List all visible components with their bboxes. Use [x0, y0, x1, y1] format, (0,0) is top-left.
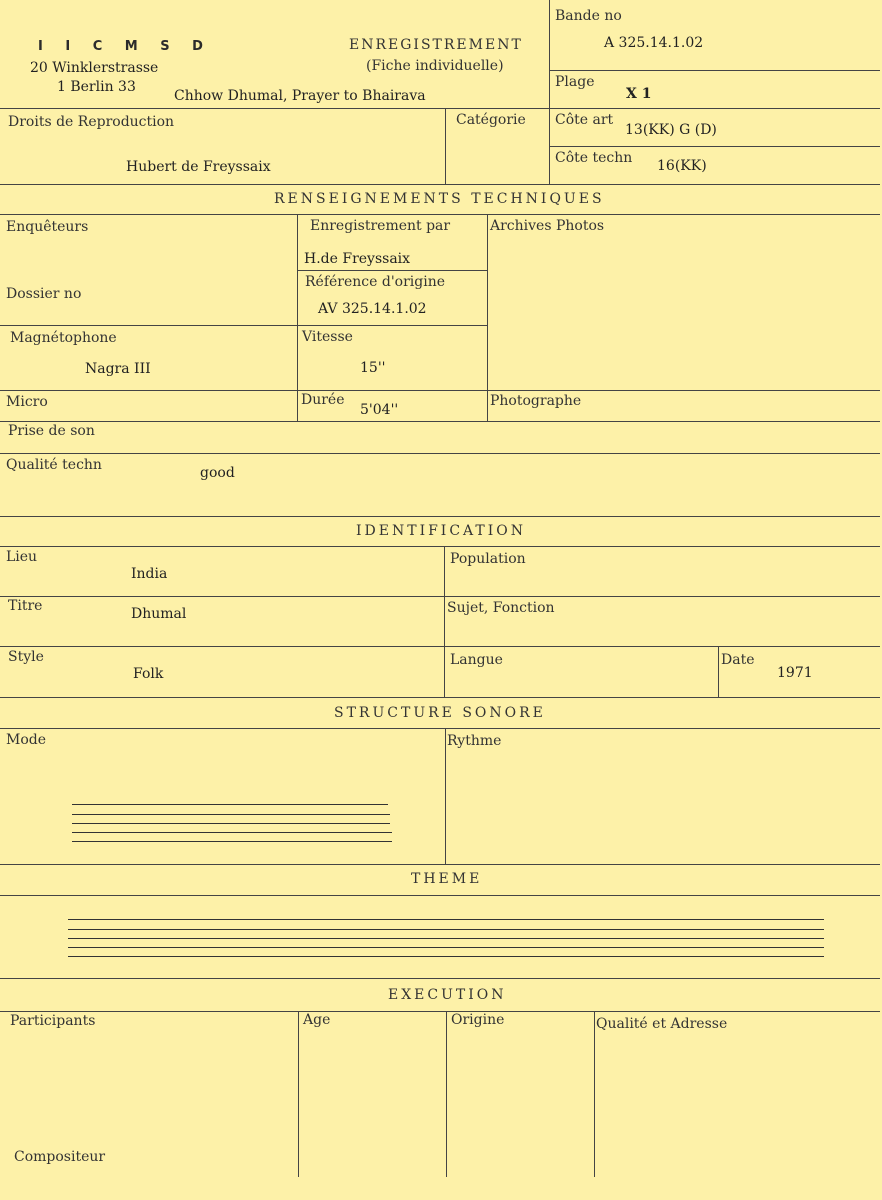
address-line-1: 20 Winklerstrasse [30, 60, 159, 76]
style-value: Folk [133, 666, 164, 682]
divider [446, 1011, 447, 1177]
divider [0, 728, 880, 729]
enqueteurs-label: Enquêteurs [6, 219, 89, 235]
divider [445, 108, 446, 184]
dossier-label: Dossier no [6, 286, 82, 302]
photographe-label: Photographe [490, 393, 582, 409]
divider [0, 214, 880, 215]
divider [445, 728, 446, 865]
cote-art-value: 13(KK) G (D) [625, 122, 717, 138]
divider [718, 646, 719, 697]
participants-label: Participants [10, 1013, 96, 1029]
divider [0, 697, 880, 698]
duree-label: Durée [301, 392, 345, 408]
vitesse-value: 15'' [360, 360, 386, 376]
ruled-line [72, 841, 392, 842]
divider [297, 270, 487, 271]
bande-value: A 325.14.1.02 [604, 35, 704, 51]
bande-label: Bande no [555, 8, 622, 24]
qualite-adresse-label: Qualité et Adresse [596, 1016, 728, 1032]
divider [0, 546, 880, 547]
divider [549, 70, 880, 71]
categorie-label: Catégorie [456, 112, 526, 128]
titre-label: Titre [8, 598, 43, 614]
enregistrement-par-value: H.de Freyssaix [304, 251, 411, 267]
divider [0, 325, 487, 326]
enregistrement-par-label: Enregistrement par [310, 218, 451, 234]
divider [0, 453, 880, 454]
rythme-label: Rythme [447, 733, 502, 749]
population-label: Population [450, 551, 526, 567]
ruled-line [68, 929, 824, 930]
vitesse-label: Vitesse [302, 329, 353, 345]
rights-value: Hubert de Freyssaix [126, 159, 271, 175]
divider [0, 596, 880, 597]
archives-photos-label: Archives Photos [490, 218, 605, 234]
sujet-label: Sujet, Fonction [447, 600, 555, 616]
recording-title: Chhow Dhumal, Prayer to Bhairava [174, 88, 426, 104]
titre-value: Dhumal [131, 606, 187, 622]
reference-label: Référence d'origine [305, 274, 446, 290]
structure-heading: STRUCTURE SONORE [334, 705, 546, 721]
langue-label: Langue [450, 652, 503, 668]
mode-label: Mode [6, 732, 47, 748]
institution-name: I I C M S D [38, 39, 212, 54]
theme-heading: THEME [411, 871, 483, 887]
date-value: 1971 [777, 665, 813, 681]
date-label: Date [721, 652, 755, 668]
lieu-value: India [131, 566, 168, 582]
ruled-line [72, 823, 390, 824]
qualite-techn-value: good [200, 465, 235, 481]
plage-value: X 1 [626, 86, 652, 102]
ruled-line [72, 832, 392, 833]
divider [444, 546, 445, 697]
divider [549, 0, 550, 110]
divider [0, 978, 880, 979]
ruled-line [68, 919, 824, 920]
micro-label: Micro [6, 394, 48, 410]
divider [0, 646, 880, 647]
ruled-line [68, 938, 824, 939]
age-label: Age [303, 1012, 331, 1028]
ruled-line [68, 947, 824, 948]
plage-label: Plage [555, 74, 595, 90]
divider [0, 864, 880, 865]
duree-value: 5'04'' [360, 402, 399, 418]
divider [0, 421, 880, 422]
technical-heading: RENSEIGNEMENTS TECHNIQUES [274, 191, 605, 207]
magnetophone-value: Nagra III [85, 361, 151, 377]
ruled-line [68, 956, 824, 957]
divider [0, 895, 880, 896]
divider [0, 108, 880, 109]
lieu-label: Lieu [6, 549, 38, 565]
address-line-2: 1 Berlin 33 [57, 79, 136, 95]
form-subtitle: (Fiche individuelle) [366, 58, 504, 74]
divider [0, 390, 880, 391]
divider [0, 1011, 880, 1012]
divider [549, 146, 880, 147]
compositeur-label: Compositeur [14, 1149, 106, 1165]
reference-value: AV 325.14.1.02 [318, 301, 427, 317]
cote-techn-value: 16(KK) [657, 158, 707, 174]
form-title: ENREGISTREMENT [349, 37, 523, 53]
style-label: Style [8, 649, 44, 665]
execution-heading: EXECUTION [388, 987, 507, 1003]
ruled-line [72, 804, 388, 805]
divider [594, 1011, 595, 1177]
qualite-techn-label: Qualité techn [6, 457, 102, 473]
origine-label: Origine [451, 1012, 505, 1028]
cote-art-label: Côte art [555, 112, 614, 128]
prise-de-son-label: Prise de son [8, 423, 95, 439]
rights-label: Droits de Reproduction [8, 114, 175, 130]
divider [0, 516, 880, 517]
cote-techn-label: Côte techn [555, 150, 633, 166]
ruled-line [72, 814, 390, 815]
divider [0, 184, 880, 185]
divider [298, 1011, 299, 1177]
magnetophone-label: Magnétophone [10, 330, 117, 346]
identification-heading: IDENTIFICATION [356, 523, 526, 539]
